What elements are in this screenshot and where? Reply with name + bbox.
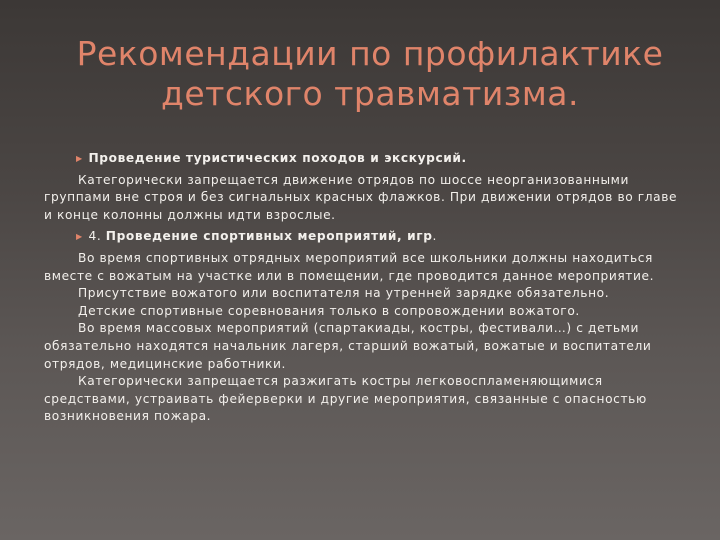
bullet-end: . (432, 229, 438, 244)
bullet-item (44, 228, 684, 246)
slide-title (40, 34, 700, 114)
bullet-item (44, 150, 684, 168)
title-line-2: детского травматизма. (161, 74, 579, 113)
bullet-text: Проведение туристических походов и экскурсий. (88, 151, 467, 165)
title-line-1: Рекомендации по профилактике (76, 34, 664, 73)
paragraph: Во время массовых мероприятий (спартакиады, костры, фестивали…) с детьми обязательно находятся начальник лагеря, старший вожатый, вожатые и воспитатели отрядов, медицинские работники. (44, 321, 652, 371)
paragraph: Присутствие вожатого или воспитателя на утренней зарядке обязательно. (78, 286, 610, 301)
bullet-text: Проведение спортивных мероприятий, игр (105, 229, 433, 244)
bullet-number: 4. (88, 229, 106, 244)
triangle-bullet-icon: ▶ (76, 232, 83, 242)
triangle-bullet-icon: ▶ (76, 154, 83, 163)
paragraph: Во время спортивных отрядных мероприятий все школьники должны находиться вместе с вожатым на участке или в помещении, где проводится данное мероприятие. (44, 250, 655, 283)
paragraph: Детские спортивные соревнования только в сопровождении вожатого. (78, 303, 580, 318)
paragraph: Категорически запрещается разжигать костры легковоспламеняющимися средствами, устраивать фейерверки и другие мероприятия, связанные с опасностью возникновения пожара. (44, 374, 647, 424)
paragraph: Категорически запрещается движение отрядов по шоссе неорганизованными группами вне строя и без сигнальных красных флажков. При движении отрядов во главе и конце колонны должны идти взрослые. (44, 172, 678, 222)
slide-content (44, 150, 684, 426)
